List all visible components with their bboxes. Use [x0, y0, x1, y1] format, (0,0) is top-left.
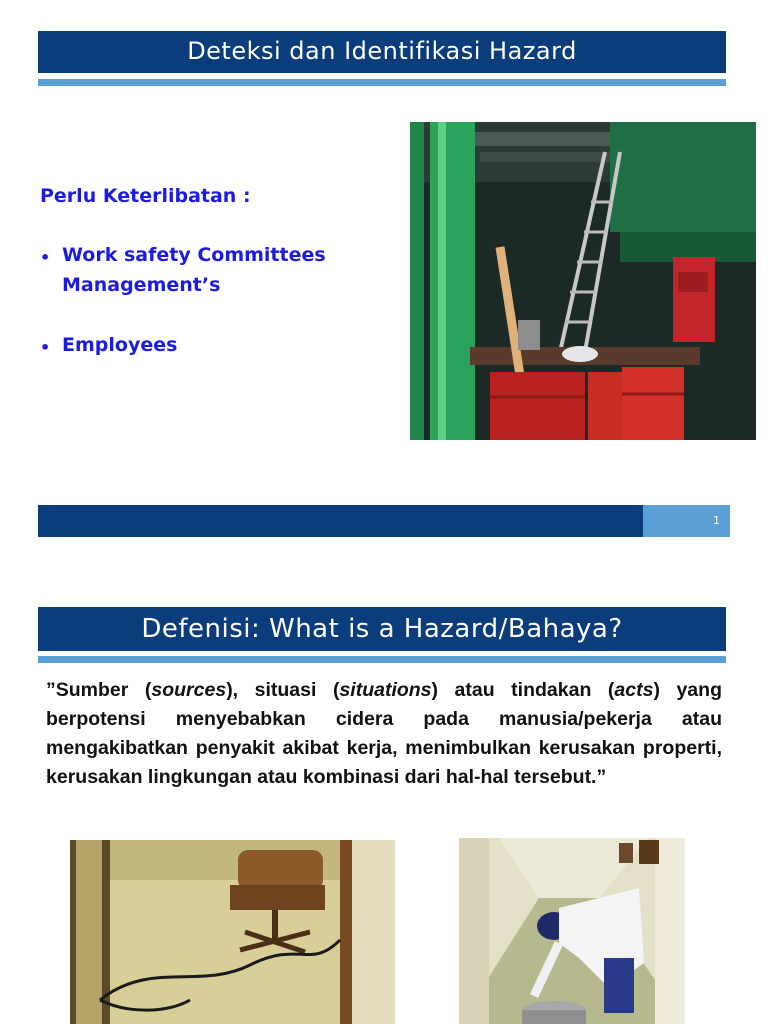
hallway-cable-illustration — [70, 840, 395, 1024]
industrial-workplace-photo — [410, 122, 756, 440]
slide-2 — [0, 560, 768, 1024]
bullet-icon: • — [40, 338, 51, 357]
title-underline — [38, 79, 726, 86]
slide-1-title: Deteksi dan Identifikasi Hazard — [38, 31, 726, 73]
slide-2-title: Defenisi: What is a Hazard/Bahaya? — [38, 607, 726, 651]
industrial-photo-illustration — [410, 122, 756, 440]
bullet-2-line-1: Employees — [62, 334, 178, 356]
hallway-worker-illustration — [459, 838, 685, 1024]
bullet-1-line-1: Work safety Committees — [62, 244, 326, 266]
slide-page-number: 1 — [643, 505, 730, 537]
hazard-definition: ”Sumber (sources), situasi (situations) atau tindakan (acts) yang berpotensi menyebabkan cidera pada manusia/pekerja atau mengakibatkan penyakit akibat kerja, menimbulkan kerusakan properti, kerusakan lingkungan atau kombinasi dari hal-hal tersebut.” — [46, 679, 722, 788]
slide-footer-bar — [38, 505, 643, 537]
bullet-1-line-2: Management’s — [62, 274, 221, 296]
intro-text: Perlu Keterlibatan : — [40, 185, 251, 207]
hallway-cable-photo — [70, 840, 395, 1024]
hallway-worker-photo — [459, 838, 685, 1024]
title-underline — [38, 656, 726, 663]
bullet-icon: • — [40, 248, 51, 267]
